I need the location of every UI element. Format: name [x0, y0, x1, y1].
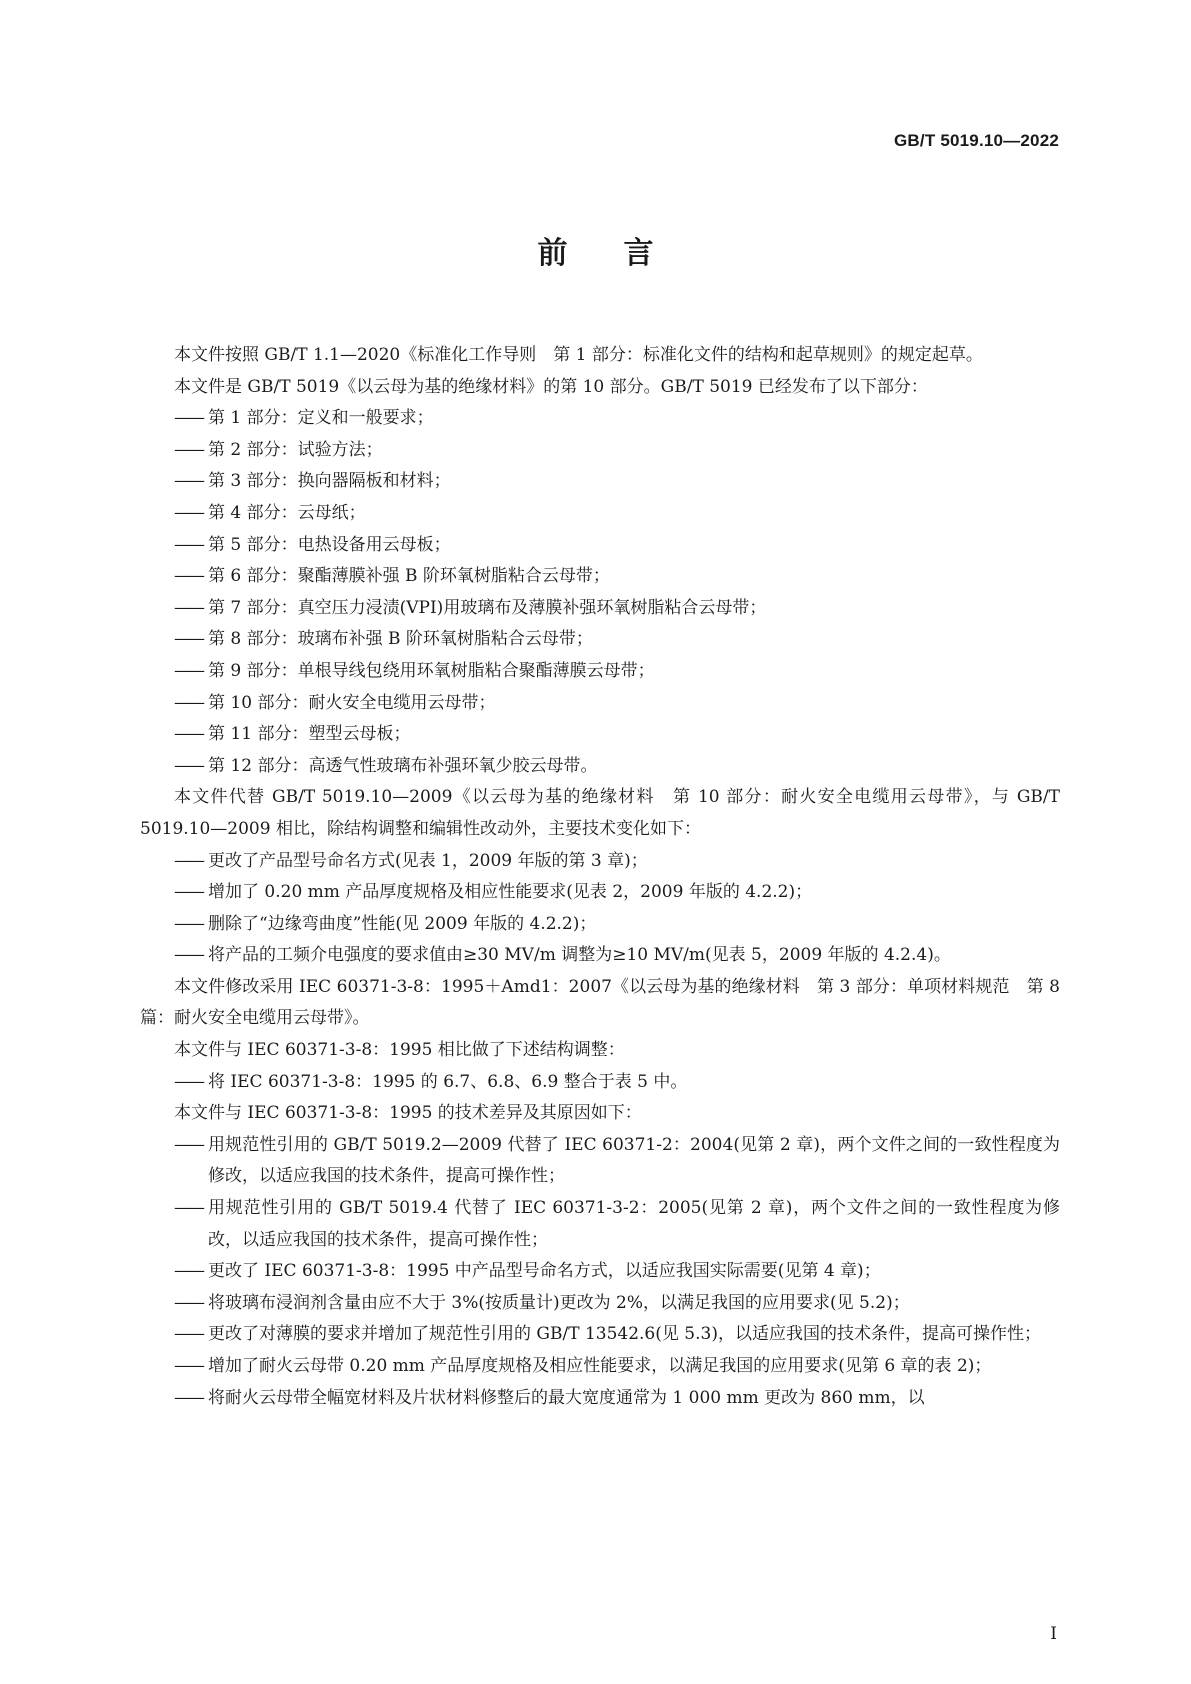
list-item-structure: —— 将 IEC 60371-3-8：1995 的 6.7、6.8、6.9 整合于表 5 中。 [140, 1067, 1060, 1099]
dash-mark: —— [174, 1292, 202, 1313]
dash-mark: —— [174, 882, 202, 903]
list-item-difference: —— 更改了对薄膜的要求并增加了规范性引用的 GB/T 13542.6(见 5.3)，以适应我国的技术条件，提高可操作性； [140, 1319, 1060, 1351]
list-item-change: —— 更改了产品型号命名方式(见表 1，2009 年版的第 3 章)； [140, 846, 1060, 878]
list-item-difference: —— 将耐火云母带全幅宽材料及片状材料修整后的最大宽度通常为 1 000 mm 更改为 860 mm，以 [140, 1383, 1060, 1415]
list-item-part: —— 第 5 部分：电热设备用云母板； [140, 530, 1060, 562]
list-item-part: —— 第 12 部分：高透气性玻璃布补强环氧少胶云母带。 [140, 751, 1060, 783]
paragraph-replaces: 本文件代替 GB/T 5019.10—2009《以云母为基的绝缘材料 第 10 部分：耐火安全电缆用云母带》，与 GB/T 5019.10—2009 相比，除结构调整和编辑性改动外，主要技术变化如下： [140, 787, 1060, 839]
dash-mark: —— [174, 439, 202, 460]
page-number: I [1050, 1624, 1057, 1644]
list-item-change: —— 将产品的工频介电强度的要求值由≥30 MV/m 调整为≥10 MV/m(见表 5，2009 年版的 4.2.4)。 [140, 940, 1060, 972]
list-item-part: —— 第 6 部分：聚酯薄膜补强 B 阶环氧树脂粘合云母带； [140, 561, 1060, 593]
dash-mark: —— [174, 471, 202, 492]
dash-mark: —— [174, 1387, 202, 1408]
list-item-difference: —— 用规范性引用的 GB/T 5019.2—2009 代替了 IEC 60371-2：2004(见第 2 章)，两个文件之间的一致性程度为修改，以适应我国的技术条件，提高可操作性； [140, 1130, 1060, 1193]
dash-mark: —— [174, 1261, 202, 1282]
document-body [140, 340, 1060, 1414]
list-item-change: —— 增加了 0.20 mm 产品厚度规格及相应性能要求(见表 2，2009 年版的 4.2.2)； [140, 877, 1060, 909]
dash-mark: —— [174, 566, 202, 587]
list-item-change: —— 删除了“边缘弯曲度”性能(见 2009 年版的 4.2.2)； [140, 909, 1060, 941]
dash-mark: —— [174, 1134, 202, 1155]
dash-mark: —— [174, 597, 202, 618]
standard-number: GB/T 5019.10—2022 [894, 131, 1059, 150]
dash-mark: —— [174, 534, 202, 555]
list-item-part: —— 第 4 部分：云母纸； [140, 498, 1060, 530]
list-item-part: —— 第 9 部分：单根导线包绕用环氧树脂粘合聚酯薄膜云母带； [140, 656, 1060, 688]
dash-mark: —— [174, 629, 202, 650]
dash-mark: —— [174, 1198, 202, 1219]
paragraph-differences-intro: 本文件与 IEC 60371-3-8：1995 的技术差异及其原因如下： [174, 1103, 642, 1124]
list-item-difference: —— 更改了 IEC 60371-3-8：1995 中产品型号命名方式，以适应我国实际需要(见第 4 章)； [140, 1256, 1060, 1288]
paragraph-adoption: 本文件修改采用 IEC 60371-3-8：1995＋Amd1：2007《以云母为基的绝缘材料 第 3 部分：单项材料规范 第 8 篇：耐火安全电缆用云母带》。 [140, 976, 1060, 1029]
list-item-part: —— 第 11 部分：塑型云母板； [140, 719, 1060, 751]
dash-mark: —— [174, 755, 202, 776]
list-item-difference: —— 用规范性引用的 GB/T 5019.4 代替了 IEC 60371-3-2：2005(见第 2 章)，两个文件之间的一致性程度为修改，以适应我国的技术条件，提高可操作性； [140, 1193, 1060, 1256]
list-item-part: —— 第 7 部分：真空压力浸渍(VPI)用玻璃布及薄膜补强环氧树脂粘合云母带； [140, 593, 1060, 625]
list-item-difference: —— 增加了耐火云母带 0.20 mm 产品厚度规格及相应性能要求，以满足我国的应用要求(见第 6 章的表 2)； [140, 1351, 1060, 1383]
list-item-part: —— 第 10 部分：耐火安全电缆用云母带； [140, 688, 1060, 720]
dash-mark: —— [174, 660, 202, 681]
dash-mark: —— [174, 1324, 202, 1345]
paragraph-series-intro: 本文件是 GB/T 5019《以云母为基的绝缘材料》的第 10 部分。GB/T 5019 已经发布了以下部分： [174, 376, 928, 397]
page-title: 前言 [537, 236, 710, 271]
paragraph-drafting-rules: 本文件按照 GB/T 1.1—2020《标准化工作导则 第 1 部分：标准化文件的结构和起草规则》的规定起草。 [174, 345, 983, 365]
list-item-part: —— 第 1 部分：定义和一般要求； [140, 403, 1060, 435]
list-item-part: —— 第 2 部分：试验方法； [140, 435, 1060, 467]
dash-mark: —— [174, 692, 202, 713]
dash-mark: —— [174, 408, 202, 429]
paragraph-structure-intro: 本文件与 IEC 60371-3-8：1995 相比做了下述结构调整： [174, 1040, 625, 1061]
dash-mark: —— [174, 850, 202, 871]
list-item-difference: —— 将玻璃布浸润剂含量由应不大于 3%(按质量计)更改为 2%，以满足我国的应用要求(见 5.2)； [140, 1288, 1060, 1320]
dash-mark: —— [174, 945, 202, 966]
dash-mark: —— [174, 724, 202, 745]
dash-mark: —— [174, 502, 202, 523]
list-item-part: —— 第 8 部分：玻璃布补强 B 阶环氧树脂粘合云母带； [140, 624, 1060, 656]
dash-mark: —— [174, 1356, 202, 1376]
dash-mark: —— [174, 913, 202, 934]
list-item-part: —— 第 3 部分：换向器隔板和材料； [140, 466, 1060, 498]
dash-mark: —— [174, 1071, 202, 1092]
